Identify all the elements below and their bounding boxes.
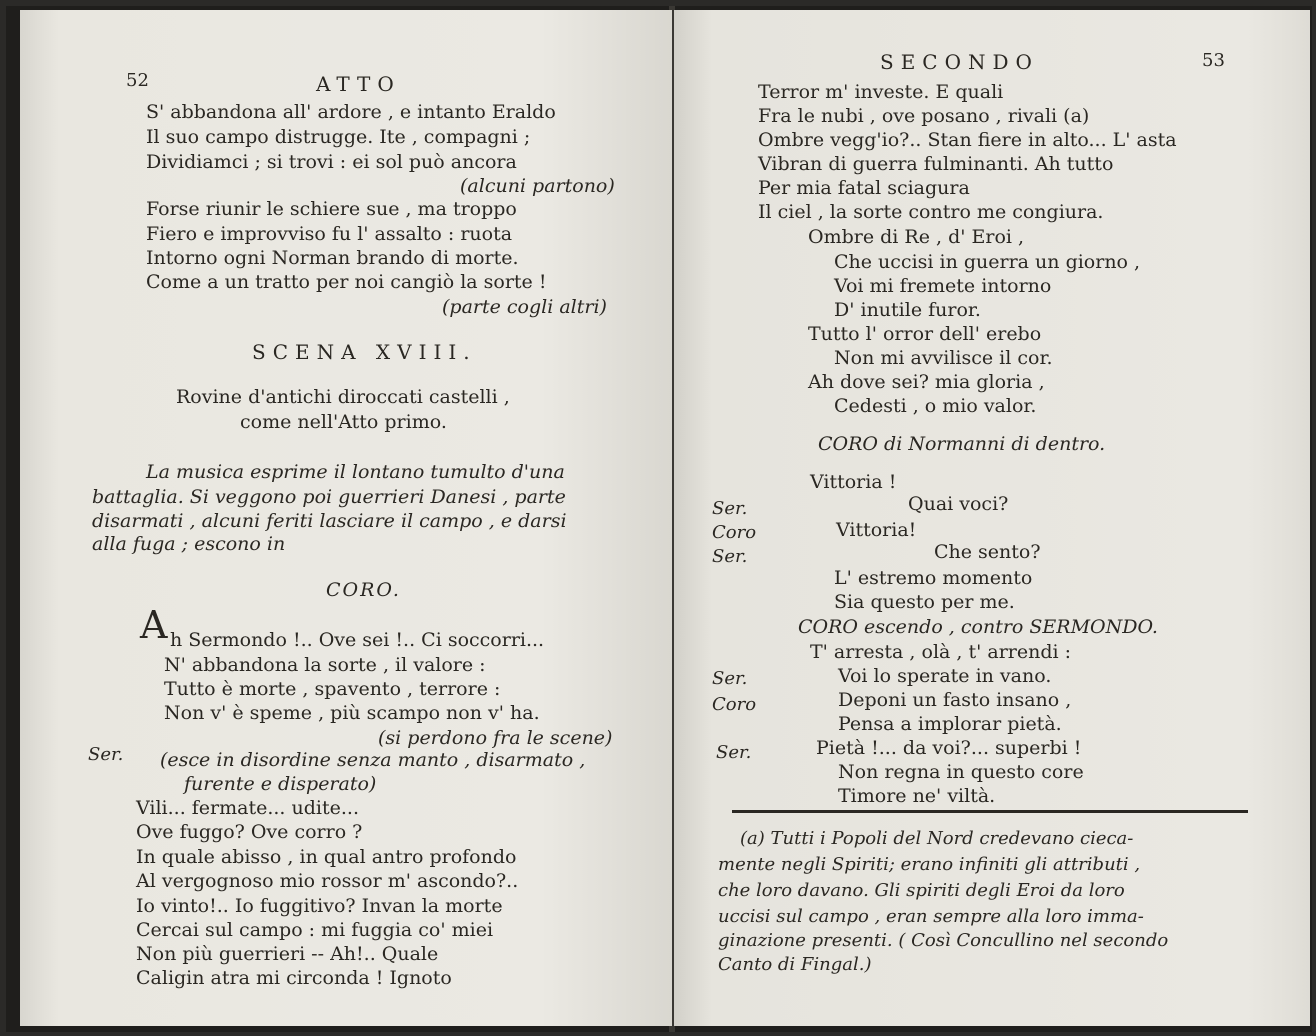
dialogue-text: Pietà !... da voi?... superbi ! xyxy=(816,737,1082,759)
verse-line: Ove fuggo? Ove corro ? xyxy=(136,821,363,843)
verse-line: Vili... fermate... udite... xyxy=(136,797,359,819)
verse-line: N' abbandona la sorte , il valore : xyxy=(164,654,486,676)
speaker-label: Coro xyxy=(712,694,757,715)
verse-line: Il ciel , la sorte contro me congiura. xyxy=(758,201,1104,223)
aria-line: Voi mi fremete intorno xyxy=(834,275,1052,297)
stage-direction: alla fuga ; escono in xyxy=(92,533,286,555)
dialogue-text: Vittoria! xyxy=(836,519,917,541)
dialogue-text: Non regna in questo core xyxy=(838,761,1084,783)
scene-title: SCENA XVIII. xyxy=(252,340,477,364)
stage-direction: disarmati , alcuni feriti lasciare il campo , e darsi xyxy=(92,510,567,532)
verse-line: Come a un tratto per noi cangiò la sorte ! xyxy=(146,271,547,293)
aria-line: Non mi avvilisce il cor. xyxy=(834,347,1053,369)
verse-line: Terror m' investe. E quali xyxy=(758,81,1004,103)
running-head-right: SECONDO xyxy=(880,50,1039,74)
aria-line: Tutto l' orror dell' erebo xyxy=(808,323,1042,345)
dialogue-text: L' estremo momento xyxy=(834,567,1033,589)
dialogue-text: Deponi un fasto insano , xyxy=(838,689,1072,711)
verse-line: In quale abisso , in qual antro profondo xyxy=(136,846,517,868)
coro-entry: CORO escendo , contro SERMONDO. xyxy=(798,616,1158,638)
dialogue-text: Pensa a implorar pietà. xyxy=(838,713,1062,735)
verse-line: Intorno ogni Norman brando di morte. xyxy=(146,247,519,269)
footnote-rule xyxy=(732,810,1248,813)
footnote-line: che loro davano. Gli spiriti degli Eroi da loro xyxy=(718,880,1125,901)
verse-line: Vibran di guerra fulminanti. Ah tutto xyxy=(758,153,1114,175)
drop-cap: A xyxy=(140,603,168,647)
aria-line: Che uccisi in guerra un giorno , xyxy=(834,251,1141,273)
footnote-line: (a) Tutti i Popoli del Nord credevano cieca- xyxy=(740,828,1134,849)
verse-line: Caligin atra mi circonda ! Ignoto xyxy=(136,967,452,989)
stage-direction: furente e disperato) xyxy=(184,773,377,795)
speaker-label: Ser. xyxy=(712,668,748,689)
verse-line: S' abbandona all' ardore , e intanto Eraldo xyxy=(146,101,556,123)
verse-line: Dividiamci ; si trovi : ei sol può ancora xyxy=(146,151,517,173)
verse-line: Tutto è morte , spavento , terrore : xyxy=(164,678,501,700)
stage-direction: La musica esprime il lontano tumulto d'una xyxy=(146,461,565,483)
stage-direction: (esce in disordine senza manto , disarmato , xyxy=(160,749,586,771)
footnote-line: mente negli Spiriti; erano infiniti gli attributi , xyxy=(718,854,1141,875)
coro-heading: CORO di Normanni di dentro. xyxy=(818,433,1106,455)
stage-direction: (si perdono fra le scene) xyxy=(378,727,613,749)
verse-line: Per mia fatal sciagura xyxy=(758,177,970,199)
stage-direction: (parte cogli altri) xyxy=(442,296,607,318)
speaker-label: Ser. xyxy=(716,742,752,763)
verse-line: Non più guerrieri -- Ah!.. Quale xyxy=(136,943,439,965)
page-number-right: 53 xyxy=(1202,50,1225,71)
verse-line: Fra le nubi , ove posano , rivali (a) xyxy=(758,105,1090,127)
stage-direction: (alcuni partono) xyxy=(460,175,615,197)
speaker-label: Ser. xyxy=(88,744,124,765)
footnote-line: Canto di Fingal.) xyxy=(718,954,872,975)
dialogue-text: Vittoria ! xyxy=(810,471,897,493)
aria-line: Ombre di Re , d' Eroi , xyxy=(808,226,1025,248)
speaker-label: Ser. xyxy=(712,546,748,567)
verse-line: Al vergognoso mio rossor m' ascondo?.. xyxy=(136,870,519,892)
footnote-line: ginazione presenti. ( Così Concullino nel secondo xyxy=(718,930,1169,951)
verse-line: Non v' è speme , più scampo non v' ha. xyxy=(164,702,540,724)
verse-line: h Sermondo !.. Ove sei !.. Ci soccorri... xyxy=(170,629,545,651)
verse-line: Forse riunir le schiere sue , ma troppo xyxy=(146,198,517,220)
speaker-label: Coro xyxy=(712,522,757,543)
dialogue-text: Timore ne' viltà. xyxy=(838,785,996,807)
right-page xyxy=(674,10,1310,1026)
aria-line: Cedesti , o mio valor. xyxy=(834,395,1037,417)
dialogue-text: Quai voci? xyxy=(908,493,1009,515)
open-book xyxy=(6,6,1312,1032)
footnote-line: uccisi sul campo , eran sempre alla loro imma- xyxy=(718,906,1144,927)
verse-line: Il suo campo distrugge. Ite , compagni ; xyxy=(146,126,531,148)
verse-line: Ombre vegg'io?.. Stan fiere in alto... L' asta xyxy=(758,129,1177,151)
dialogue-text: Che sento? xyxy=(934,541,1041,563)
dialogue-text: Sia questo per me. xyxy=(834,591,1015,613)
aria-line: D' inutile furor. xyxy=(834,299,981,321)
running-head-left: ATTO xyxy=(316,72,401,96)
left-page xyxy=(20,10,672,1026)
verse-line: Cercai sul campo : mi fuggia co' miei xyxy=(136,919,494,941)
scene-setting: Rovine d'antichi diroccati castelli , xyxy=(176,386,510,408)
scene-setting: come nell'Atto primo. xyxy=(240,411,447,433)
dialogue-text: T' arresta , olà , t' arrendi : xyxy=(810,641,1072,663)
aria-line: Ah dove sei? mia gloria , xyxy=(808,371,1045,393)
dialogue-text: Voi lo sperate in vano. xyxy=(838,665,1052,687)
coro-heading: CORO. xyxy=(326,579,401,601)
verse-line: Fiero e improvviso fu l' assalto : ruota xyxy=(146,223,513,245)
verse-line: Io vinto!.. Io fuggitivo? Invan la morte xyxy=(136,895,503,917)
page-number-left: 52 xyxy=(126,70,149,91)
stage-direction: battaglia. Si veggono poi guerrieri Danesi , parte xyxy=(92,486,566,508)
speaker-label: Ser. xyxy=(712,498,748,519)
